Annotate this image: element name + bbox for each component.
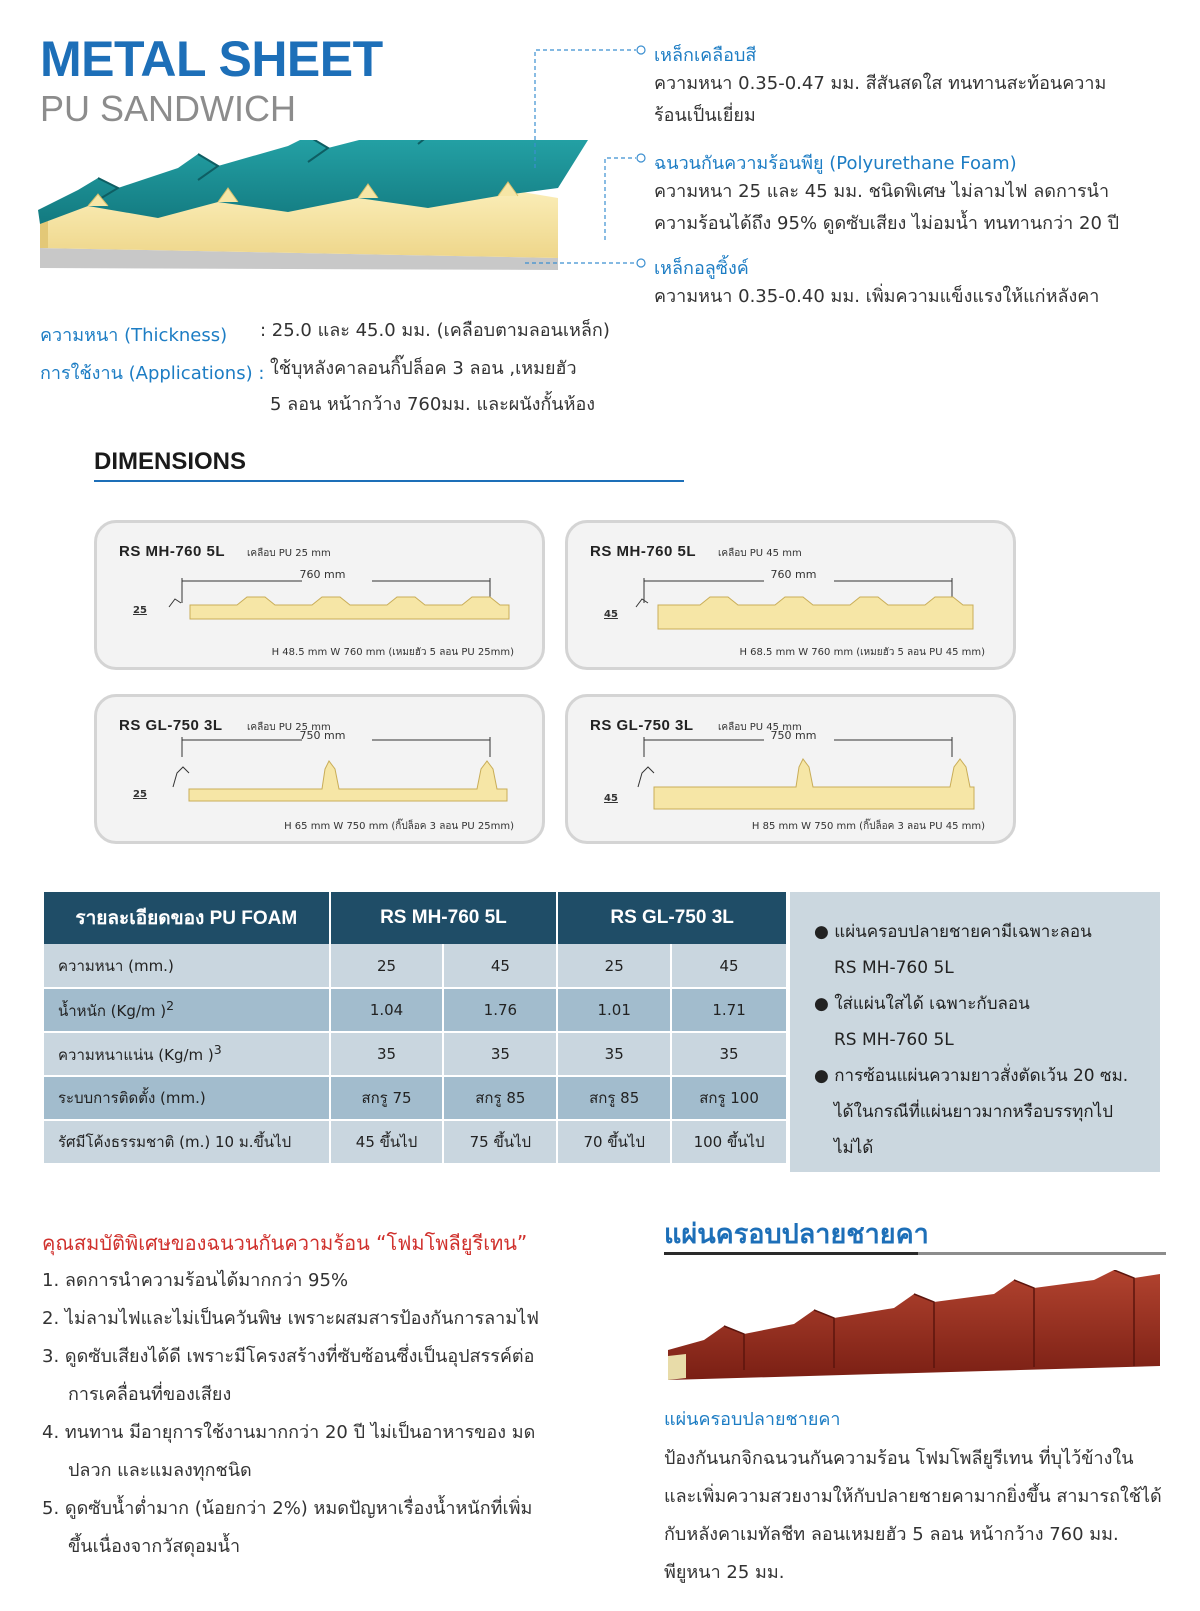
callout-text-pu-foam: ความหนา 25 และ 45 มม. ชนิดพิเศษ ไม่ลามไฟ ลดการนำ ความร้อนได้ถึง 95% ดูดซับเสียง ไม่อมน้ำ ทนทานกว่า 20 ปี <box>654 181 1120 234</box>
note-line: ● ใส่แผ่นใสได้ เฉพาะกับลอน <box>814 994 1030 1014</box>
card-width: 750 mm <box>770 729 817 742</box>
cell: 35 <box>671 1032 787 1076</box>
list-item: 2. ไม่ลามไฟและไม่เป็นควันพิษ เพราะผสมสารป้องกันการลามไฟ <box>42 1308 539 1329</box>
dimension-card-gl-25 <box>94 694 545 844</box>
card-model-name: RS MH-760 5L <box>119 543 226 560</box>
note-line: RS MH-760 5L <box>834 1030 954 1050</box>
list-item: การเคลื่อนที่ของเสียง <box>68 1384 232 1405</box>
page-subtitle: PU SANDWICH <box>40 88 297 129</box>
card-thickness: 25 <box>133 789 147 800</box>
cell: 35 <box>443 1032 557 1076</box>
cell: 1.76 <box>443 988 557 1032</box>
cell: 70 ขึ้นไป <box>557 1120 671 1164</box>
row-label: ความหนาแน่น (Kg/m )$^3$ <box>44 1032 330 1076</box>
thickness-value: : 25.0 และ 45.0 มม. (เคลือบตามลอนเหล็ก) <box>260 320 610 341</box>
eave-subheading: แผ่นครอบปลายชายคา <box>664 1409 841 1430</box>
card-thickness: 25 <box>133 605 147 616</box>
cell: สกรู 75 <box>330 1076 444 1120</box>
eave-description: ป้องกันนกจิกฉนวนกันความร้อน โฟมโพลียูรีเทน ที่บุไว้ข้างใน และเพิ่มความสวยงามให้กับปลายชายคามากยิ่งขึ้น สามารถใช้ได้ กับหลังคาเมทัลชีท ลอนเหมยฮัว 5 ลอน หน้ากว้าง 760 มม. พียูหนา 25 มม. <box>664 1448 1162 1583</box>
table-row <box>44 988 787 1032</box>
card-model-name: RS GL-750 3L <box>119 717 223 734</box>
list-item: 5. ดูดซับน้ำต่ำมาก (น้อยกว่า 2%) หมดปัญหาเรื่องน้ำหนักที่เพิ่ม <box>42 1498 533 1519</box>
cell: 1.01 <box>557 988 671 1032</box>
row-label: รัศมีโค้งธรรมชาติ (m.) 10 ม.ขึ้นไป <box>44 1120 330 1164</box>
note-line: ได้ในกรณีที่แผ่นยาวมากหรือบรรทุกไป <box>834 1102 1113 1122</box>
cell: สกรู 85 <box>443 1076 557 1120</box>
cell: 100 ขึ้นไป <box>671 1120 787 1164</box>
callout-text-color-steel: ความหนา 0.35-0.47 มม. สีสันสดใส ทนทานสะท้อนความ ร้อนเป็นเยี่ยม <box>654 73 1107 126</box>
note-line: ● แผ่นครอบปลายชายคามีเฉพาะลอน <box>814 922 1092 942</box>
card-footer: H 85 mm W 750 mm (กิ๊ปล็อค 3 ลอน PU 45 mm) <box>751 821 985 832</box>
card-thickness: 45 <box>604 609 618 620</box>
note-line: ● การซ้อนแผ่นความยาวสั่งตัดเว้น 20 ซม. <box>814 1066 1129 1086</box>
dimension-card-gl-45 <box>565 694 1016 844</box>
card-footer: H 68.5 mm W 760 mm (เหมยฮัว 5 ลอน PU 45 mm) <box>739 647 985 658</box>
cell: 1.04 <box>330 988 444 1032</box>
cell: 25 <box>330 944 444 988</box>
page-title: METAL SHEET <box>40 31 383 87</box>
properties-list <box>42 1262 622 1566</box>
list-item: 1. ลดการนำความร้อนได้มากกว่า 95% <box>42 1270 349 1291</box>
card-width: 750 mm <box>299 729 346 742</box>
properties-title: คุณสมบัติพิเศษของฉนวนกันความร้อน “โฟมโพลียูรีเทน” <box>42 1231 528 1255</box>
eave-heading: แผ่นครอบปลายชายคา <box>664 1219 929 1250</box>
cell: สกรู 100 <box>671 1076 787 1120</box>
card-footer: H 48.5 mm W 760 mm (เหมยฮัว 5 ลอน PU 25mm) <box>271 647 514 658</box>
list-item: ขึ้นเนื่องจากวัสดุอมน้ำ <box>68 1536 241 1557</box>
eave-cover-illustration <box>664 1270 1164 1390</box>
list-item: 4. ทนทาน มีอายุการใช้งานมากกว่า 20 ปี ไม่เป็นอาหารของ มด <box>42 1422 536 1443</box>
callout-title-pu-foam: ฉนวนกันความร้อนพียู (Polyurethane Foam) <box>654 153 1017 174</box>
cell: 1.71 <box>671 988 787 1032</box>
dimension-card-mh-25 <box>94 520 545 670</box>
dimension-card-mh-45 <box>565 520 1016 670</box>
cell: สกรู 85 <box>557 1076 671 1120</box>
eave-rule <box>918 1252 1166 1255</box>
cell: 35 <box>557 1032 671 1076</box>
cell: 75 ขึ้นไป <box>443 1120 557 1164</box>
table-row <box>44 1076 787 1120</box>
cell: 45 <box>443 944 557 988</box>
card-thickness: 45 <box>604 793 618 804</box>
table-header-mh: RS MH-760 5L <box>330 892 558 944</box>
applications-label: การใช้งาน (Applications) : <box>40 363 265 384</box>
thickness-label: ความหนา (Thickness) <box>40 325 228 346</box>
card-coating: เคลือบ PU 25 mm <box>247 548 331 559</box>
list-item: 3. ดูดซับเสียงได้ดี เพราะมีโครงสร้างที่ซับซ้อนซึ่งเป็นอุปสรรค์ต่อ <box>42 1346 535 1367</box>
cell: 35 <box>330 1032 444 1076</box>
dimensions-rule <box>94 480 684 482</box>
note-line: ไม่ได้ <box>834 1138 874 1158</box>
cell: 45 <box>671 944 787 988</box>
note-line: RS MH-760 5L <box>834 958 954 978</box>
row-label: ระบบการติดตั้ง (mm.) <box>44 1076 330 1120</box>
sandwich-panel-illustration <box>38 140 608 290</box>
cell: 25 <box>557 944 671 988</box>
row-label: ความหนา (mm.) <box>44 944 330 988</box>
table-header-gl: RS GL-750 3L <box>557 892 787 944</box>
table-header-details: รายละเอียดของ PU FOAM <box>44 892 330 944</box>
callout-title-aluzinc: เหล็กอลูซิ้งค์ <box>654 258 749 279</box>
cell: 45 ขึ้นไป <box>330 1120 444 1164</box>
table-row <box>44 1120 787 1164</box>
list-item: ปลวก และแมลงทุกชนิด <box>68 1460 252 1481</box>
applications-value: ใช้บุหลังคาลอนกิ๊ปล็อค 3 ลอน ,เหมยฮัว 5 ลอน หน้ากว้าง 760มม. และผนังกั้นห้อง <box>270 358 596 415</box>
dimensions-heading: DIMENSIONS <box>94 448 247 475</box>
card-model-name: RS MH-760 5L <box>590 543 697 560</box>
card-coating: เคลือบ PU 45 mm <box>718 548 802 559</box>
card-coating: เคลือบ PU 45 mm <box>718 722 802 733</box>
table-row <box>44 1032 787 1076</box>
eave-rule <box>664 1252 918 1255</box>
card-model-name: RS GL-750 3L <box>590 717 694 734</box>
callout-title-color-steel: เหล็กเคลือบสี <box>654 45 757 66</box>
card-width: 760 mm <box>299 568 346 581</box>
pu-foam-spec-table <box>44 892 788 1165</box>
table-row <box>44 944 787 988</box>
card-width: 760 mm <box>770 568 817 581</box>
notes-box <box>790 892 1160 1172</box>
card-footer: H 65 mm W 750 mm (กิ๊ปล็อค 3 ลอน PU 25mm) <box>284 821 514 832</box>
row-label: น้ำหนัก (Kg/m )$^2$ <box>44 988 330 1032</box>
card-coating: เคลือบ PU 25 mm <box>247 722 331 733</box>
callout-text-aluzinc: ความหนา 0.35-0.40 มม. เพิ่มความแข็งแรงให้แก่หลังคา <box>654 286 1100 307</box>
